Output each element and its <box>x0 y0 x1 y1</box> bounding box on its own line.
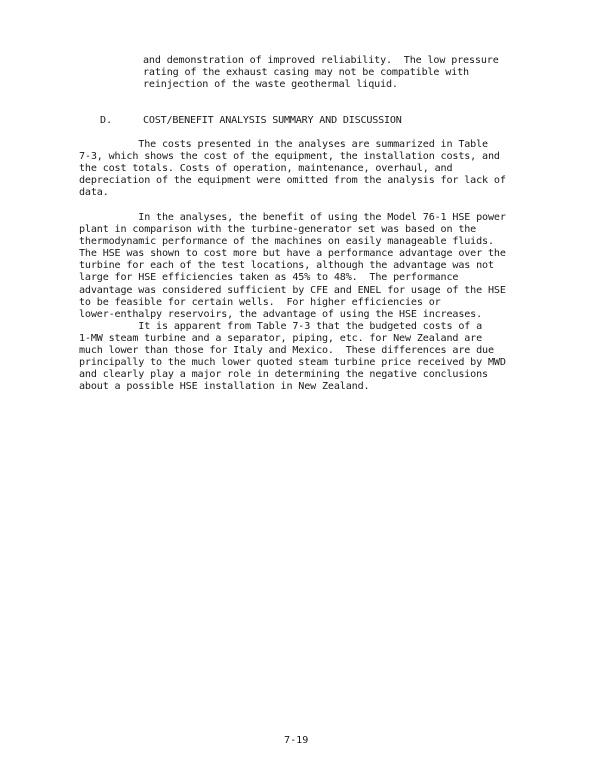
text-line: large for HSE efficiencies taken as 45% to 48%. The performance <box>79 272 459 284</box>
text-line: reinjection of the waste geothermal liquid. <box>143 79 398 91</box>
paragraph-new-zealand <box>79 321 506 394</box>
text-line: The HSE was shown to cost more but have a performance advantage over the <box>79 248 506 260</box>
text-line: and clearly play a major role in determining the negative conclusions <box>79 369 488 381</box>
text-line: depreciation of the equipment were omitted from the analysis for lack of <box>79 175 506 187</box>
section-letter: D. <box>100 115 113 126</box>
text-line: The costs presented in the analyses are summarized in Table <box>79 139 488 150</box>
text-line: plant in comparison with the turbine-generator set was based on the <box>79 224 477 236</box>
text-line: the cost totals. Costs of operation, maintenance, overhaul, and <box>79 163 453 175</box>
text-line: principally to the much lower quoted steam turbine price received by MWD <box>79 357 506 369</box>
section-title: COST/BENEFIT ANALYSIS SUMMARY AND DISCUSSION <box>143 115 402 126</box>
text-line: In the analyses, the benefit of using the Model 76-1 HSE power <box>79 212 506 223</box>
text-line: 7-3, which shows the cost of the equipment, the installation costs, and <box>79 151 500 163</box>
text-line: to be feasible for certain wells. For higher efficiencies or <box>79 296 441 308</box>
intro-paragraph <box>143 55 499 91</box>
text-line: 1-MW steam turbine and a separator, piping, etc. for New Zealand are <box>79 333 483 345</box>
paragraph-costs <box>79 139 506 199</box>
text-line: turbine for each of the test locations, although the advantage was not <box>79 260 494 272</box>
text-line: data. <box>79 187 109 199</box>
page-number: 7-19 <box>284 735 309 746</box>
text-line: about a possible HSE installation in New Zealand. <box>79 381 370 393</box>
text-line: advantage was considered sufficient by CFE and ENEL for usage of the HSE <box>79 284 506 296</box>
paragraph-benefit <box>79 212 506 321</box>
text-line: It is apparent from Table 7-3 that the budgeted costs of a <box>79 321 483 332</box>
text-line: rating of the exhaust casing may not be compatible with <box>143 67 469 79</box>
text-line: and demonstration of improved reliability. The low pressure <box>143 55 499 66</box>
text-line: much lower than those for Italy and Mexico. These differences are due <box>79 345 494 357</box>
text-line: thermodynamic performance of the machines on easily manageable fluids. <box>79 236 494 248</box>
text-line: lower-enthalpy reservoirs, the advantage of using the HSE increases. <box>79 308 483 320</box>
